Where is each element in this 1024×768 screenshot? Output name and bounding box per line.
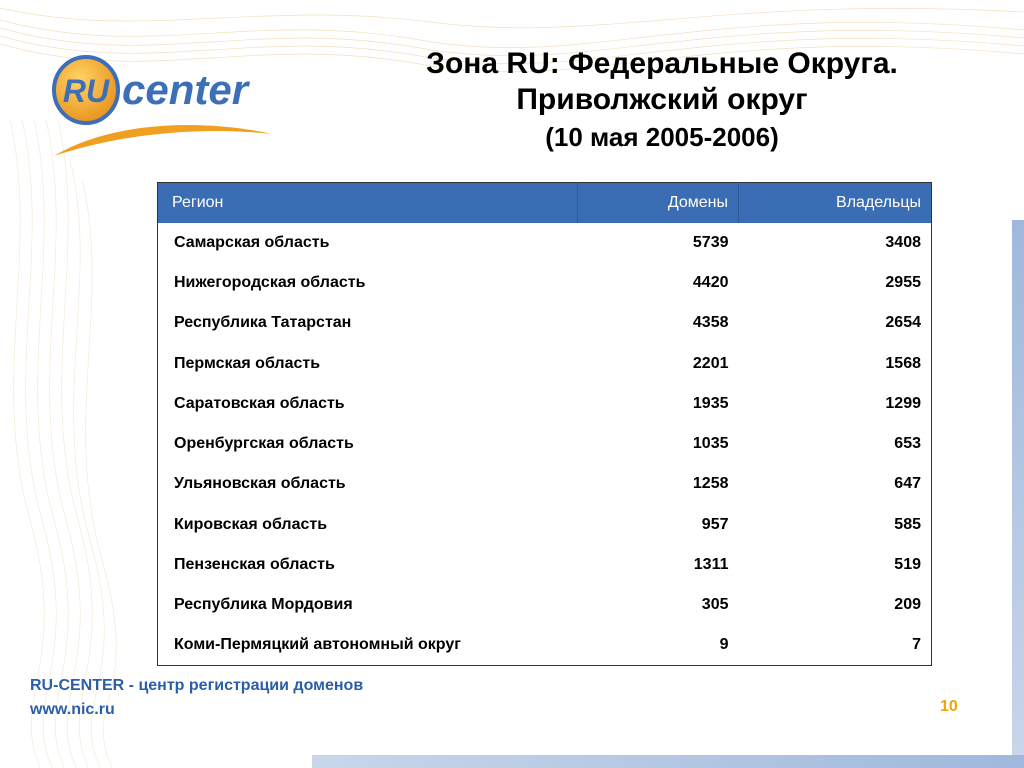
cell-owners: 1568 [885,354,921,372]
table-row [158,384,932,424]
cell-region: Оренбургская область [174,435,354,453]
table-row [158,223,932,263]
cell-region: Самарская область [174,233,330,251]
cell-region: Нижегородская область [174,273,366,291]
cell-owners: 2654 [885,314,921,332]
footer-website-link[interactable]: www.nic.ru [30,701,115,718]
cell-region: Саратовская область [174,394,345,412]
table-row [158,303,932,343]
cell-owners: 209 [894,596,921,614]
table-row [158,625,932,665]
cell-domains: 1258 [692,475,729,493]
cell-domains: 2201 [692,354,729,372]
bottom-decor-bar [312,755,1024,768]
slide-title [300,46,1024,154]
cell-domains: 1035 [692,435,729,453]
domains-table [157,182,932,666]
cell-region: Ульяновская область [174,475,346,493]
ru-center-logo [50,52,280,162]
cell-domains: 5739 [692,233,729,251]
cell-domains: 1311 [693,556,729,574]
header-owners: Владельцы [739,183,932,223]
page-number: 10 [940,698,958,715]
title-line-2: Приволжский округ [516,83,808,116]
cell-region: Пензенская область [174,556,335,574]
title-line-1: Зона RU: Федеральные Округа. [426,47,898,80]
cell-owners: 2955 [885,273,921,291]
right-decor-bar [1012,220,1024,768]
cell-owners: 7 [912,636,921,654]
table-row [158,545,932,585]
table-row [158,424,932,464]
header-region: Регион [158,183,578,223]
table-row [158,505,932,545]
table-row [158,585,932,625]
cell-owners: 653 [894,435,921,453]
cell-region: Республика Мордовия [174,596,353,614]
cell-region: Пермская область [174,354,321,372]
cell-owners: 585 [894,515,921,533]
footer [30,674,363,722]
cell-domains: 957 [701,515,729,533]
cell-domains: 9 [719,636,729,654]
svg-text:RU: RU [62,73,110,109]
table-header-row [158,183,932,223]
title-line-3: (10 мая 2005-2006) [545,122,779,152]
cell-domains: 1935 [692,394,729,412]
table-row [158,343,932,383]
cell-region: Кировская область [174,515,328,533]
header-domains: Домены [578,183,739,223]
svg-text:center: center [122,66,249,113]
cell-owners: 1299 [885,394,921,412]
cell-owners: 3408 [885,233,921,251]
cell-owners: 647 [894,475,921,493]
cell-domains: 305 [701,596,729,614]
cell-region: Коми-Пермяцкий автономный округ [174,636,461,654]
cell-owners: 519 [894,556,921,574]
cell-region: Республика Татарстан [174,314,352,332]
table-row [158,263,932,303]
cell-domains: 4358 [692,314,729,332]
table-row [158,464,932,504]
footer-tagline: RU-CENTER - центр регистрации доменов [30,677,364,694]
cell-domains: 4420 [692,273,729,291]
